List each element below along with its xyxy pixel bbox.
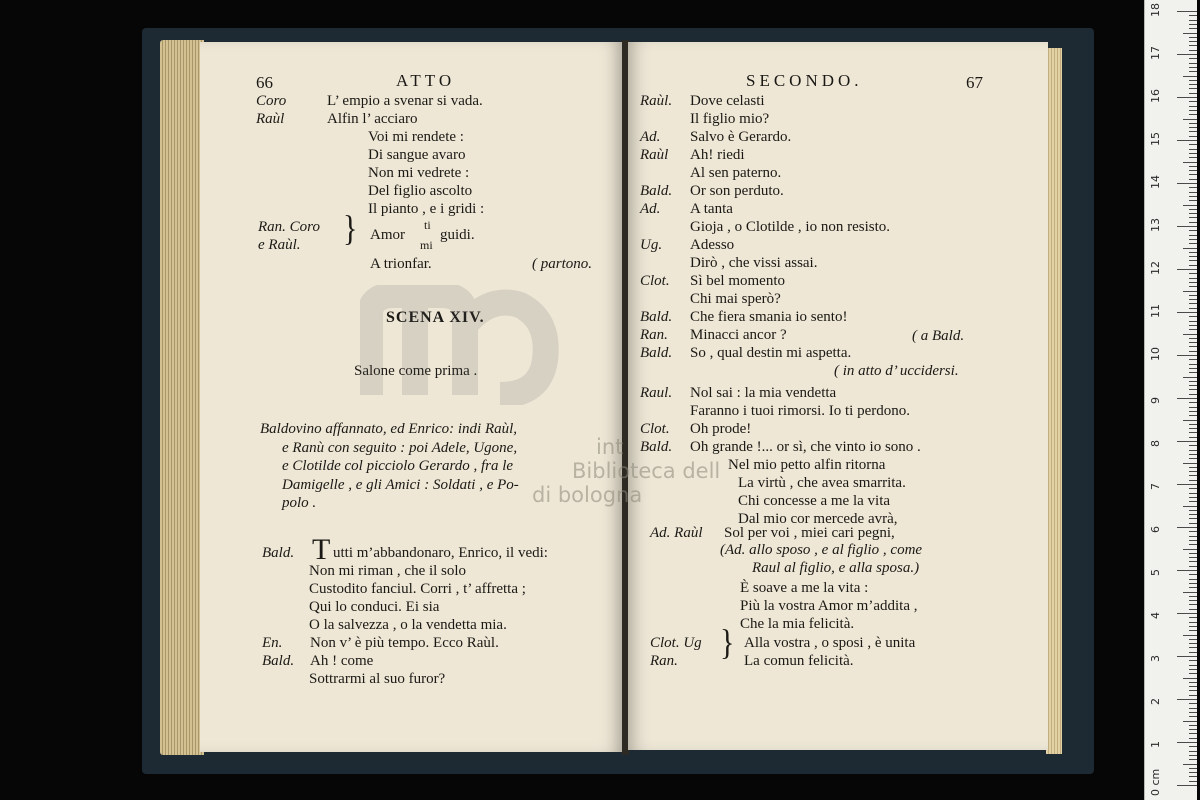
right-line-18-text: Oh prode! <box>690 421 752 437</box>
scene-setting: Salone come prima . <box>354 363 478 379</box>
ruler-tick <box>1189 652 1197 653</box>
ruler-unit-label: 0 cm <box>1149 768 1162 796</box>
left-line-0-text: L’ empio a svenar si vada. <box>327 93 483 109</box>
ruler-tick <box>1189 316 1197 317</box>
aside-line-2: Raul al figlio, e alla sposa.) <box>752 560 920 576</box>
right-line-0-speaker: Raùl. <box>640 93 673 109</box>
ruler-tick <box>1189 755 1197 756</box>
right-line-7-text: Gioja , o Clotilde , io non resisto. <box>690 219 890 235</box>
ruler-tick <box>1189 41 1197 42</box>
ruler-tick <box>1189 729 1197 730</box>
right-line-16-speaker: Raul. <box>640 385 673 401</box>
ruler-tick <box>1183 592 1197 593</box>
ruler-tick <box>1189 682 1197 683</box>
ruler-tick <box>1189 587 1197 588</box>
left-line-0-speaker: Coro <box>256 93 287 109</box>
right-page-block-edge <box>1046 48 1062 754</box>
left-bottom-line-4-speaker: En. <box>262 635 283 651</box>
ruler-number: 15 <box>1149 132 1162 146</box>
ruler-tick <box>1189 536 1197 537</box>
ruler-tick <box>1189 278 1197 279</box>
ruler-number: 10 <box>1149 347 1162 361</box>
ruler-tick <box>1183 33 1197 34</box>
brace-line-2: La comun felicità. <box>744 653 854 669</box>
right-line-6-text: A tanta <box>690 201 733 217</box>
left-line-1-text: Alfin l’ acciaro <box>327 111 418 127</box>
ruler-tick <box>1189 256 1197 257</box>
ruler-tick <box>1183 549 1197 550</box>
right-line-23-text: Dal mio cor mercede avrà, <box>738 511 898 527</box>
ruler-number: 3 <box>1149 655 1162 662</box>
right-line-17-text: Faranno i tuoi rimorsi. Io ti perdono. <box>690 403 910 419</box>
ruler-tick <box>1177 355 1197 356</box>
ruler-tick <box>1189 411 1197 412</box>
ruler-tick <box>1177 11 1197 12</box>
ruler-tick <box>1189 299 1197 300</box>
left-bottom-line-6-text: Sottrarmi al suo furor? <box>309 671 446 687</box>
ruler-number: 9 <box>1149 397 1162 404</box>
library-logo-watermark <box>360 285 560 405</box>
ruler-tick <box>1189 510 1197 511</box>
ruler-tick <box>1189 131 1197 132</box>
ruler-tick <box>1177 484 1197 485</box>
ruler-tick <box>1189 308 1197 309</box>
ruler-tick <box>1189 540 1197 541</box>
right-after-line: Che la mia felicità. <box>740 616 855 632</box>
left-bottom-line-4-text: Non v’ è più tempo. Ecco Raùl. <box>310 635 499 651</box>
ruler-number: 16 <box>1149 89 1162 103</box>
ruler-tick <box>1189 166 1197 167</box>
right-line-13-text: Minacci ancor ? <box>690 327 787 343</box>
ruler-tick <box>1189 67 1197 68</box>
ruler-tick <box>1183 334 1197 335</box>
ruler-tick <box>1189 213 1197 214</box>
ruler-tick <box>1189 566 1197 567</box>
ruler-tick <box>1189 346 1197 347</box>
ruler-tick <box>1189 733 1197 734</box>
ruler-tick <box>1189 686 1197 687</box>
ruler-tick <box>1177 97 1197 98</box>
ruler-tick <box>1189 518 1197 519</box>
ruler-tick <box>1177 226 1197 227</box>
ruler-tick <box>1189 725 1197 726</box>
ruler-tick <box>1189 252 1197 253</box>
right-line-11-text: Chi mai sperò? <box>690 291 781 307</box>
ruler-tick <box>1189 368 1197 369</box>
ruler-tick <box>1189 15 1197 16</box>
ruler-tick <box>1189 544 1197 545</box>
ruler-tick <box>1189 200 1197 201</box>
right-line-19-speaker: Bald. <box>640 439 673 455</box>
ruler-tick <box>1177 699 1197 700</box>
ruler-tick <box>1177 570 1197 571</box>
left-line-1-speaker: Raùl <box>256 111 285 127</box>
ruler-tick <box>1189 84 1197 85</box>
measurement-ruler <box>1144 0 1197 800</box>
left-bottom-line-3-text: O la salvezza , o la vendetta mia. <box>309 617 507 633</box>
ruler-tick <box>1189 303 1197 304</box>
ruler-tick <box>1183 119 1197 120</box>
right-line-8-speaker: Ug. <box>640 237 663 253</box>
ruler-tick <box>1189 617 1197 618</box>
ruler-tick <box>1183 463 1197 464</box>
ruler-tick <box>1189 467 1197 468</box>
ruler-tick <box>1189 110 1197 111</box>
ruler-tick <box>1189 622 1197 623</box>
ruler-tick <box>1189 759 1197 760</box>
stage-direction-line: e Clotilde col picciolo Gerardo , fra le <box>282 458 514 474</box>
ruler-tick <box>1189 643 1197 644</box>
ruler-tick <box>1189 437 1197 438</box>
ruler-tick <box>1189 273 1197 274</box>
ruler-tick <box>1189 579 1197 580</box>
ruler-tick <box>1177 312 1197 313</box>
left-line-6-text: Il pianto , e i gridi : <box>368 201 485 217</box>
ruler-number: 14 <box>1149 175 1162 189</box>
right-line-1-text: Il figlio mio? <box>690 111 770 127</box>
ruler-tick <box>1189 480 1197 481</box>
ruler-tick <box>1177 785 1197 786</box>
ruler-tick <box>1189 260 1197 261</box>
ruler-tick <box>1189 604 1197 605</box>
ruler-tick <box>1189 669 1197 670</box>
ruler-tick <box>1189 596 1197 597</box>
ruler-tick <box>1189 196 1197 197</box>
ruler-tick <box>1189 153 1197 154</box>
ruler-tick <box>1189 217 1197 218</box>
ruler-tick <box>1189 626 1197 627</box>
ruler-tick <box>1189 364 1197 365</box>
brace-speaker-clot-ug: Clot. Ug <box>650 635 702 651</box>
ruler-tick <box>1189 351 1197 352</box>
ruler-tick <box>1189 781 1197 782</box>
ruler-tick <box>1189 321 1197 322</box>
ruler-tick <box>1189 243 1197 244</box>
left-page-number: 66 <box>256 73 273 92</box>
ruler-tick <box>1189 63 1197 64</box>
dropcap-letter: T <box>312 533 331 566</box>
ruler-tick <box>1189 222 1197 223</box>
ruler-tick <box>1189 639 1197 640</box>
right-line-24-text: Sol per voi , miei cari pegni, <box>724 525 895 541</box>
ruler-tick <box>1189 488 1197 489</box>
ruler-tick <box>1189 708 1197 709</box>
ruler-tick <box>1189 493 1197 494</box>
ruler-tick <box>1189 157 1197 158</box>
ruler-tick <box>1189 497 1197 498</box>
ruler-tick <box>1189 24 1197 25</box>
dropcap-speaker: Bald. <box>262 545 295 561</box>
ruler-tick <box>1189 574 1197 575</box>
stage-direction-line: Baldovino affannato, ed Enrico: indi Raùl, <box>260 421 518 437</box>
brace-speaker-1: Ran. Coro <box>258 219 320 235</box>
ruler-tick <box>1189 553 1197 554</box>
watermark-bologna: di bologna <box>532 483 643 507</box>
ruler-tick <box>1177 183 1197 184</box>
right-line-4-text: Al sen paterno. <box>690 165 782 181</box>
ruler-tick <box>1189 772 1197 773</box>
ruler-tick <box>1189 359 1197 360</box>
ruler-number: 17 <box>1149 46 1162 60</box>
right-line-10-text: Sì bel momento <box>690 273 785 289</box>
stage-direction-line: polo . <box>282 495 317 511</box>
left-line-2-text: Voi mi rendete : <box>368 129 464 145</box>
ruler-tick <box>1189 235 1197 236</box>
ruler-tick <box>1183 162 1197 163</box>
watermark-biblioteca: Biblioteca dell <box>572 459 721 483</box>
ruler-tick <box>1189 71 1197 72</box>
stage-partono: ( partono. <box>532 256 592 272</box>
right-line-2-text: Salvo è Gerardo. <box>690 129 792 145</box>
aside-a-bald: ( a Bald. <box>912 328 965 344</box>
ruler-tick <box>1189 445 1197 446</box>
brace-guidi: guidi. <box>440 227 475 243</box>
ruler-tick <box>1189 600 1197 601</box>
ruler-tick <box>1189 583 1197 584</box>
right-line-14-speaker: Bald. <box>640 345 673 361</box>
ruler-number: 1 <box>1149 741 1162 748</box>
ruler-tick <box>1177 441 1197 442</box>
stage-direction-line: Damigelle , e gli Amici : Soldati , e Po- <box>282 476 519 493</box>
right-after-line: È soave a me la vita : <box>740 580 869 596</box>
ruler-tick <box>1189 88 1197 89</box>
right-line-19-text: Oh grande !... or sì, che vinto io sono . <box>690 439 921 455</box>
right-line-22-text: Chi concesse a me la vita <box>738 493 891 509</box>
ruler-tick <box>1189 690 1197 691</box>
ruler-number: 18 <box>1149 3 1162 17</box>
ruler-tick <box>1189 695 1197 696</box>
ruler-tick <box>1189 209 1197 210</box>
right-line-12-speaker: Bald. <box>640 309 673 325</box>
aside-line-1: (Ad. allo sposo , e al figlio , come <box>720 542 923 558</box>
ruler-number: 13 <box>1149 218 1162 232</box>
ruler-tick <box>1189 45 1197 46</box>
right-running-head: SECONDO. <box>746 71 863 90</box>
ruler-tick <box>1189 58 1197 59</box>
right-line-20-text: Nel mio petto alfin ritorna <box>728 457 886 473</box>
ruler-tick <box>1189 751 1197 752</box>
ruler-tick <box>1189 458 1197 459</box>
ruler-tick <box>1189 127 1197 128</box>
ruler-tick <box>1189 415 1197 416</box>
ruler-tick <box>1189 746 1197 747</box>
right-line-8-text: Adesso <box>690 237 735 253</box>
ruler-tick <box>1189 557 1197 558</box>
left-bottom-line-5-speaker: Bald. <box>262 653 295 669</box>
ruler-tick <box>1189 712 1197 713</box>
ruler-tick <box>1189 342 1197 343</box>
ruler-tick <box>1183 291 1197 292</box>
ruler-tick <box>1189 432 1197 433</box>
ruler-tick <box>1183 248 1197 249</box>
ruler-tick <box>1177 613 1197 614</box>
ruler-tick <box>1189 630 1197 631</box>
brace-alt-mi: mi <box>420 238 433 252</box>
ruler-tick <box>1177 656 1197 657</box>
stage-direction-line: e Ranù con seguito : poi Adele, Ugone, <box>282 439 518 456</box>
left-bottom-line-0-text: Non mi riman , che il solo <box>309 563 467 579</box>
right-line-5-speaker: Bald. <box>640 183 673 199</box>
right-line-18-speaker: Clot. <box>640 421 670 437</box>
ruler-tick <box>1189 325 1197 326</box>
right-page-number: 67 <box>966 73 983 92</box>
ruler-tick <box>1189 450 1197 451</box>
right-line-21-text: La virtù , che avea smarrita. <box>738 475 906 491</box>
left-line-5-text: Del figlio ascolto <box>368 183 473 199</box>
ruler-tick <box>1183 506 1197 507</box>
ruler-tick <box>1189 295 1197 296</box>
brace-icon: } <box>720 622 735 663</box>
scene-title: SCENA XIV. <box>386 309 485 326</box>
ruler-tick <box>1189 531 1197 532</box>
ruler-tick <box>1189 106 1197 107</box>
ruler-tick <box>1189 50 1197 51</box>
ruler-tick <box>1189 389 1197 390</box>
ruler-tick <box>1177 398 1197 399</box>
ruler-tick <box>1183 721 1197 722</box>
watermark-int: int <box>596 435 624 459</box>
ruler-number: 2 <box>1149 698 1162 705</box>
left-running-head: ATTO <box>396 71 456 90</box>
ruler-tick <box>1183 76 1197 77</box>
ruler-number: 6 <box>1149 526 1162 533</box>
ruler-tick <box>1189 179 1197 180</box>
ruler-tick <box>1183 377 1197 378</box>
ruler-number: 8 <box>1149 440 1162 447</box>
left-bottom-line-5-text: Ah ! come <box>310 653 374 669</box>
ruler-tick <box>1183 205 1197 206</box>
ruler-tick <box>1189 716 1197 717</box>
ruler-number: 11 <box>1149 304 1162 318</box>
right-line-10-speaker: Clot. <box>640 273 670 289</box>
ruler-tick <box>1189 665 1197 666</box>
ruler-tick <box>1189 428 1197 429</box>
ruler-tick <box>1189 514 1197 515</box>
ruler-tick <box>1189 703 1197 704</box>
ruler-number: 5 <box>1149 569 1162 576</box>
ruler-tick <box>1189 402 1197 403</box>
ruler-tick <box>1189 93 1197 94</box>
brace-icon: } <box>343 208 358 249</box>
left-bottom-line-1-text: Custodito fanciul. Corri , t’ affretta ; <box>309 581 526 597</box>
ruler-tick <box>1189 768 1197 769</box>
ruler-tick <box>1189 144 1197 145</box>
right-line-3-text: Ah! riedi <box>690 147 745 163</box>
ruler-tick <box>1177 527 1197 528</box>
ruler-tick <box>1183 764 1197 765</box>
ruler-tick <box>1189 372 1197 373</box>
right-line-14-text: So , qual destin mi aspetta. <box>690 345 852 361</box>
right-line-6-speaker: Ad. <box>640 201 661 217</box>
ruler-tick <box>1189 230 1197 231</box>
brace-speaker-2: e Raùl. <box>258 237 301 253</box>
right-line-0-text: Dove celasti <box>690 93 765 109</box>
left-bottom-line-2-text: Qui lo conduci. Ei sia <box>309 599 440 615</box>
ruler-tick <box>1189 394 1197 395</box>
left-line-3-text: Di sangue avaro <box>368 147 466 163</box>
ruler-tick <box>1183 635 1197 636</box>
ruler-tick <box>1189 776 1197 777</box>
ruler-tick <box>1189 673 1197 674</box>
ruler-tick <box>1189 454 1197 455</box>
right-line-3-speaker: Raùl <box>640 147 669 163</box>
ruler-tick <box>1189 170 1197 171</box>
ruler-tick <box>1189 738 1197 739</box>
ruler-tick <box>1189 114 1197 115</box>
trionfar-line: A trionfar. <box>370 256 432 272</box>
dropcap-line: utti m’abbandonaro, Enrico, il vedi: <box>333 545 548 561</box>
brace-amor: Amor <box>370 227 405 243</box>
ruler-tick <box>1189 647 1197 648</box>
ruler-tick <box>1189 37 1197 38</box>
ruler-tick <box>1189 101 1197 102</box>
ruler-tick <box>1189 80 1197 81</box>
ruler-tick <box>1189 407 1197 408</box>
ruler-tick <box>1189 561 1197 562</box>
ruler-tick <box>1189 329 1197 330</box>
left-line-4-text: Non mi vedrete : <box>368 165 470 181</box>
ruler-tick <box>1189 187 1197 188</box>
ruler-tick <box>1189 385 1197 386</box>
brace-speaker-ran: Ran. <box>650 653 678 669</box>
ruler-number: 12 <box>1149 261 1162 275</box>
ruler-tick <box>1189 338 1197 339</box>
ruler-tick <box>1189 475 1197 476</box>
brace-line-1: Alla vostra , o sposi , è unita <box>744 635 916 651</box>
ruler-number: 7 <box>1149 483 1162 490</box>
ruler-tick <box>1189 192 1197 193</box>
ruler-tick <box>1189 286 1197 287</box>
ruler-tick <box>1189 609 1197 610</box>
ruler-number: 4 <box>1149 612 1162 619</box>
aside-uccidersi: ( in atto d’ uccidersi. <box>834 363 959 379</box>
ruler-tick <box>1189 149 1197 150</box>
ruler-tick <box>1189 471 1197 472</box>
ruler-tick <box>1177 269 1197 270</box>
right-line-12-text: Che fiera smania io sento! <box>690 309 848 325</box>
ruler-tick <box>1189 523 1197 524</box>
ruler-tick <box>1177 140 1197 141</box>
ruler-tick <box>1189 123 1197 124</box>
brace-alt-ti: ti <box>424 218 431 232</box>
ruler-tick <box>1189 136 1197 137</box>
right-after-line: Più la vostra Amor m’addita , <box>740 598 918 614</box>
ruler-tick <box>1183 678 1197 679</box>
right-line-9-text: Dirò , che vissi assai. <box>690 255 818 271</box>
ruler-tick <box>1177 54 1197 55</box>
right-line-5-text: Or son perduto. <box>690 183 784 199</box>
ruler-tick <box>1189 265 1197 266</box>
ruler-tick <box>1189 282 1197 283</box>
ruler-tick <box>1189 381 1197 382</box>
ruler-tick <box>1189 239 1197 240</box>
right-page <box>628 42 1048 750</box>
ruler-tick <box>1189 20 1197 21</box>
ruler-tick <box>1177 742 1197 743</box>
left-page-block-edge <box>160 40 204 755</box>
right-line-24-speaker: Ad. Raùl <box>650 525 703 541</box>
right-line-2-speaker: Ad. <box>640 129 661 145</box>
ruler-tick <box>1189 660 1197 661</box>
ruler-tick <box>1189 28 1197 29</box>
right-line-16-text: Nol sai : la mia vendetta <box>690 385 837 401</box>
right-line-13-speaker: Ran. <box>640 327 668 343</box>
ruler-tick <box>1189 174 1197 175</box>
ruler-tick <box>1189 501 1197 502</box>
ruler-tick <box>1189 424 1197 425</box>
ruler-tick <box>1183 420 1197 421</box>
